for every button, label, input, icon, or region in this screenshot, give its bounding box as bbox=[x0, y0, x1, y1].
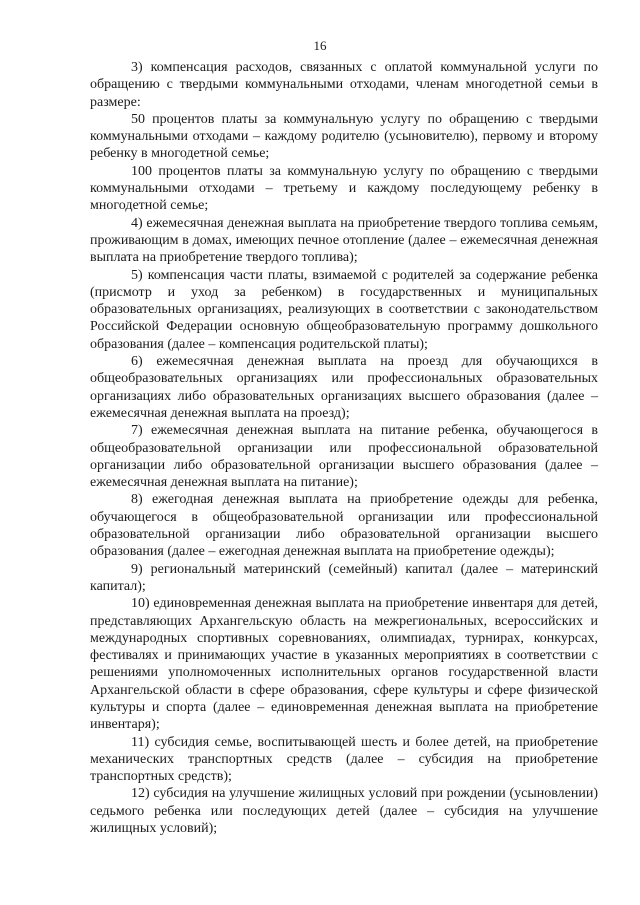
paragraph-item-3-sub-50: 50 процентов платы за коммунальную услугу по обращению с твердыми коммунальными отходами – каждому родителю (усыновителю), первому и второму ребенку в многодетной семье; bbox=[90, 111, 598, 162]
page-number: 16 bbox=[313, 38, 327, 53]
paragraph-item-10: 10) единовременная денежная выплата на приобретение инвентаря для детей, представляющих Архангельскую область на межрегиональных, всероссийских и международных спортивных соревнованиях, олимпиадах, турнирах, конкурсах, фестивалях и принимающих участие в указанных мероприятиях в соответствии с решениями уполномоченных исполнительных органов государственной власти Архангельской области в сфере образования, сфере культуры и сфере физической культуры и спорта (далее – единовременная денежная выплата на приобретение инвентаря); bbox=[90, 596, 598, 733]
paragraph-item-9: 9) региональный материнский (семейный) капитал (далее – материнский капитал); bbox=[90, 561, 598, 594]
paragraph-item-6: 6) ежемесячная денежная выплата на проезд для обучающихся в общеобразовательных организациях или профессиональных образовательных организациях либо образовательных организациях высшего образования (далее – ежемесячная денежная выплата на проезд); bbox=[90, 354, 598, 421]
paragraph-item-3: 3) компенсация расходов, связанных с оплатой коммунальной услуги по обращению с твердыми коммунальными отходами, членам многодетной семьи в размере: bbox=[90, 60, 598, 110]
paragraph-item-3-sub-100: 100 процентов платы за коммунальную услугу по обращению с твердыми коммунальными отходами – третьему и каждому последующему ребенку в многодетной семье; bbox=[90, 163, 598, 214]
paragraph-item-4: 4) ежемесячная денежная выплата на приобретение твердого топлива семьям, проживающим в домах, имеющих печное отопление (далее – ежемесячная денежная выплата на приобретение твердого топлива); bbox=[90, 215, 598, 266]
paragraph-item-11: 11) субсидия семье, воспитывающей шесть и более детей, на приобретение механических транспортных средств (далее – субсидия на приобретение транспортных средств); bbox=[90, 734, 598, 785]
paragraph-item-12: 12) субсидия на улучшение жилищных условий при рождении (усыновлении) седьмого ребенка или последующих детей (далее – субсидия на улучшение жилищных условий); bbox=[90, 786, 598, 837]
paragraph-item-8: 8) ежегодная денежная выплата на приобретение одежды для ребенка, обучающегося в общеобразовательной организации или профессиональной образовательной организации либо образовательной организации высшего образования (далее – ежегодная денежная выплата на приобретение одежды); bbox=[90, 492, 598, 560]
paragraph-item-7: 7) ежемесячная денежная выплата на питание ребенка, обучающегося в общеобразовательной организации или профессиональной образовательной организации либо образовательной организации высшего образования (далее – ежемесячная денежная выплата на питание); bbox=[90, 423, 598, 491]
paragraph-item-5: 5) компенсация части платы, взимаемой с родителей за содержание ребенка (присмотр и уход за ребенком) в государственных и муниципальных образовательных организациях, реализующих в соответствии с законодательством Российской Федерации основную общеобразовательную программу дошкольного образования (далее – компенсация родительской платы); bbox=[90, 267, 598, 352]
document-body bbox=[90, 59, 598, 837]
